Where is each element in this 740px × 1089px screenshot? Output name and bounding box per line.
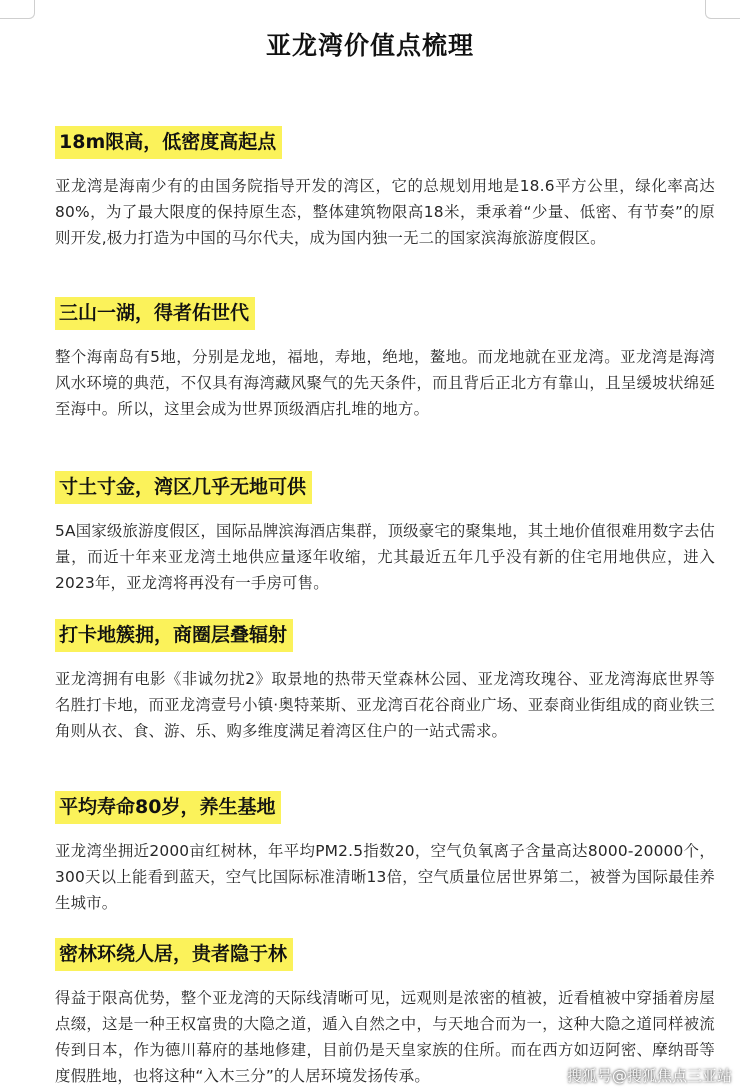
section-body: 亚龙湾是海南少有的由国务院指导开发的湾区，它的总规划用地是18.6平方公里，绿化率高达80%，为了最大限度的保持原生态，整体建筑物限高18米，秉承着“少量、低密、有节奏”的原则开发,极力打造为中国的马尔代夫，成为国内独一无二的国家滨海旅游度假区。 bbox=[55, 177, 715, 247]
page-corner-right bbox=[705, 0, 740, 19]
page-title: 亚龙湾价值点梳理 bbox=[265, 31, 474, 60]
section-body: 得益于限高优势，整个亚龙湾的天际线清晰可见，远观则是浓密的植被，近看植被中穿插着房屋点缀，这是一种王权富贵的大隐之道，遁入自然之中，与天地合而为一，这种大隐之道同样被流传到日本，作为德川幕府的基地修建，目前仍是天皇家族的住所。而在西方如迈阿密、摩纳哥等度假胜地，也将这种“入木三分”的人居环境发扬传承。 bbox=[55, 989, 715, 1085]
section-heading: 三山一湖，得者佑世代 bbox=[55, 297, 255, 330]
page-corner-left bbox=[0, 0, 35, 19]
section-longevity bbox=[55, 791, 715, 916]
section-height-limit bbox=[55, 126, 715, 251]
watermark: 搜狐号@搜狐焦点三亚站 bbox=[566, 1067, 732, 1085]
section-heading: 18m限高，低密度高起点 bbox=[55, 126, 282, 159]
section-body: 整个海南岛有5地，分别是龙地，福地，寿地，绝地，鳌地。而龙地就在亚龙湾。亚龙湾是海湾风水环境的典范，不仅具有海湾藏风聚气的先天条件，而且背后正北方有靠山，且呈缓坡状绵延至海中。所以，这里会成为世界顶级酒店扎堆的地方。 bbox=[55, 348, 715, 418]
section-landmarks bbox=[55, 619, 715, 744]
section-body: 亚龙湾坐拥近2000亩红树林，年平均PM2.5指数20，空气负氧离子含量高达8000-20000个，300天以上能看到蓝天，空气比国际标准清晰13倍，空气质量位居世界第二，被誉为国际最佳养生城市。 bbox=[55, 842, 715, 912]
section-heading: 打卡地簇拥，商圈层叠辐射 bbox=[55, 619, 293, 652]
section-heading: 寸土寸金，湾区几乎无地可供 bbox=[55, 471, 312, 504]
section-body: 亚龙湾拥有电影《非诚勿扰2》取景地的热带天堂森林公园、亚龙湾玫瑰谷、亚龙湾海底世界等名胜打卡地，而亚龙湾壹号小镇·奥特莱斯、亚龙湾百花谷商业广场、亚泰商业街组成的商业铁三角则从衣、食、游、乐、购多维度满足着湾区住户的一站式需求。 bbox=[55, 670, 715, 740]
section-heading: 平均寿命80岁，养生基地 bbox=[55, 791, 281, 824]
section-body: 5A国家级旅游度假区，国际品牌滨海酒店集群，顶级豪宅的聚集地，其土地价值很难用数字去估量，而近十年来亚龙湾土地供应量逐年收缩，尤其最近五年几乎没有新的住宅用地供应，进入2023年，亚龙湾将再没有一手房可售。 bbox=[55, 522, 715, 592]
section-heading: 密林环绕人居，贵者隐于林 bbox=[55, 938, 293, 971]
section-land-scarcity bbox=[55, 471, 715, 596]
section-fengshui bbox=[55, 297, 715, 422]
